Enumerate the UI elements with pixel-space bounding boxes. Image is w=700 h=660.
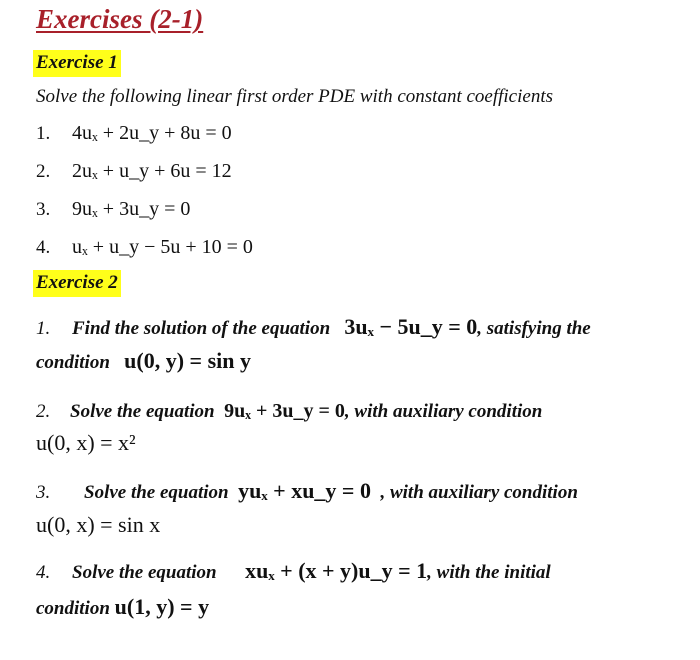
exercise-1-item-4 xyxy=(36,234,253,261)
condition-equation: u(0, y) = sin y xyxy=(124,348,251,373)
item-number: 4. xyxy=(36,562,51,583)
exercise-1-item-3 xyxy=(36,196,190,223)
exercise-2-item-2 xyxy=(36,398,542,425)
exercise-1-item-2 xyxy=(36,158,232,185)
condition-equation: u(0, x) = sin x xyxy=(36,512,161,537)
pde-equation: uₓ + u_y − 5u + 10 = 0 xyxy=(72,236,253,258)
pde-equation: 2uₓ + u_y + 6u = 12 xyxy=(72,160,232,182)
item-number: 3. xyxy=(36,199,51,220)
condition-equation: u(1, y) = y xyxy=(114,594,210,619)
item-text: Find the solution of the equation xyxy=(72,318,331,339)
exercise-2-item-4 xyxy=(36,558,551,586)
page-title: Exercises (2-1) xyxy=(36,4,204,34)
pde-equation: 9uₓ + 3u_y = 0 xyxy=(72,198,191,220)
condition-equation: u(0, x) = x² xyxy=(36,430,136,455)
item-text-continued: , with the initial xyxy=(427,562,551,583)
item-text: Solve the equation xyxy=(84,482,229,503)
exercise-2-item-2-condition-line xyxy=(36,430,136,458)
exercise-2-item-3 xyxy=(36,478,578,506)
item-text: Solve the equation xyxy=(72,562,217,583)
condition-label: condition xyxy=(36,352,110,373)
pde-equation: yuₓ + xu_y = 0 xyxy=(238,478,371,503)
item-number: 2. xyxy=(36,401,51,422)
pde-equation: 4uₓ + 2u_y + 8u = 0 xyxy=(72,122,232,144)
exercise-1-item-1 xyxy=(36,120,232,147)
exercise-2-item-1-condition-line xyxy=(36,348,251,376)
condition-label: condition xyxy=(36,598,110,619)
item-text-continued: , with auxiliary condition xyxy=(344,401,543,422)
item-text-continued: , satisfying the xyxy=(477,318,591,339)
exercise-1-instruction: Solve the following linear first order PDE with constant coefficients xyxy=(36,86,553,107)
exercise-2-heading: Exercise 2 xyxy=(33,270,121,297)
exercise-2-item-3-condition-line xyxy=(36,512,160,540)
exercise-2-item-1 xyxy=(36,314,591,342)
item-number: 1. xyxy=(36,318,51,339)
exercise-1-heading: Exercise 1 xyxy=(33,50,121,77)
item-number: 1. xyxy=(36,123,51,144)
item-number: 4. xyxy=(36,237,51,258)
pde-equation: xuₓ + (x + y)u_y = 1 xyxy=(245,558,428,583)
pde-equation: 3uₓ − 5u_y = 0 xyxy=(344,314,478,339)
exercise-2-item-4-condition-line xyxy=(36,594,209,622)
item-number: 2. xyxy=(36,161,51,182)
pde-equation: 9uₓ + 3u_y = 0 xyxy=(224,400,345,422)
item-text-continued: , with auxiliary condition xyxy=(380,482,578,503)
item-number: 3. xyxy=(36,482,51,503)
item-text: Solve the equation xyxy=(70,401,215,422)
